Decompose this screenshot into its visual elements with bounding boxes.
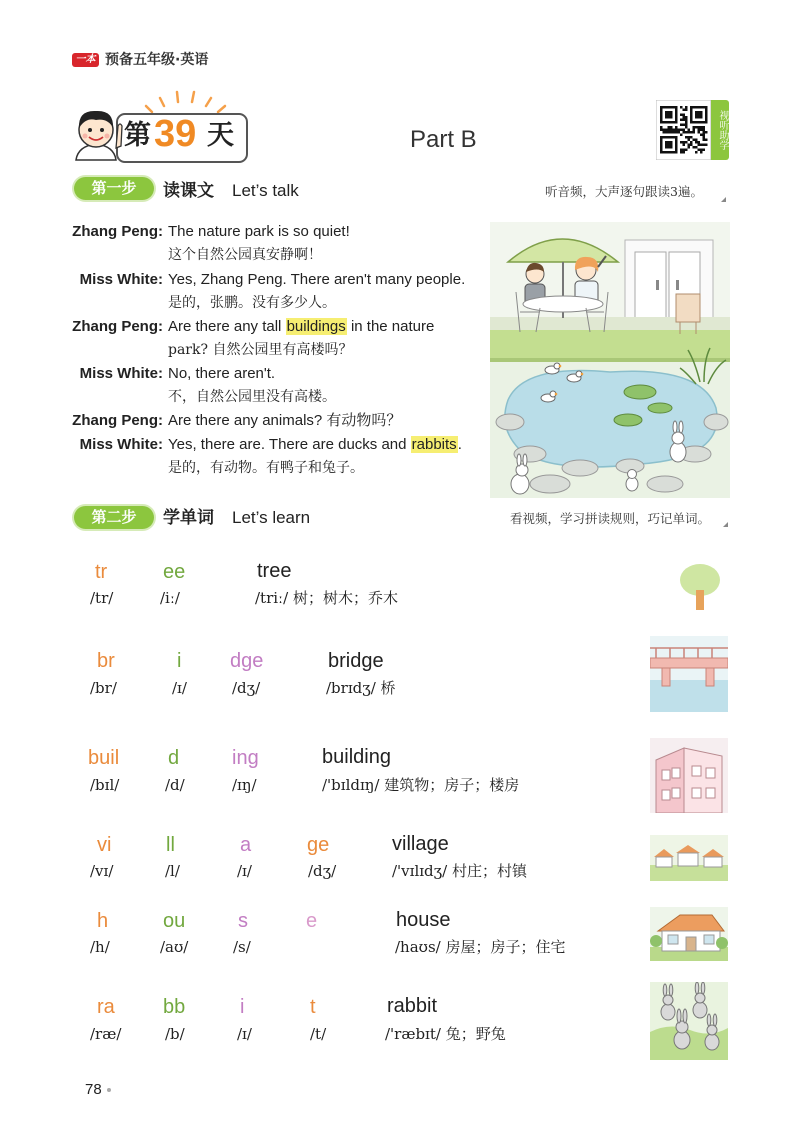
qr-module bbox=[670, 126, 673, 129]
word-phonetic-meaning bbox=[395, 937, 566, 957]
qr-module bbox=[703, 136, 706, 139]
qr-module bbox=[705, 131, 708, 134]
chunk-sound: /ɪ/ bbox=[172, 679, 187, 697]
chunk-sound: /ɪ/ bbox=[237, 862, 252, 880]
qr-module bbox=[683, 149, 686, 152]
qr-module bbox=[683, 129, 686, 132]
qr-module bbox=[703, 126, 706, 129]
qr-module bbox=[693, 126, 696, 129]
word-phonetic-meaning bbox=[385, 1024, 506, 1044]
qr-module bbox=[680, 114, 683, 117]
speaker-label: Miss White: bbox=[79, 436, 163, 453]
qr-finder bbox=[695, 111, 703, 119]
qr-module bbox=[668, 129, 671, 132]
word-phonetic-meaning bbox=[326, 678, 396, 698]
chunk-sound: /ɪ/ bbox=[237, 1025, 252, 1043]
qr-module bbox=[660, 129, 663, 132]
word-meaning: 建筑物；房子；楼房 bbox=[384, 776, 520, 794]
qr-module bbox=[663, 129, 666, 132]
word-meaning: 兔；野兔 bbox=[445, 1025, 506, 1043]
qr-module bbox=[703, 129, 706, 132]
speaker-label: Miss White: bbox=[79, 365, 163, 382]
qr-code-icon[interactable] bbox=[656, 100, 711, 160]
phonics-chunk: i bbox=[177, 650, 182, 672]
qr-module bbox=[683, 151, 686, 154]
qr-module bbox=[698, 129, 701, 132]
qr-module bbox=[685, 121, 688, 124]
phonics-chunk: ou bbox=[163, 910, 186, 932]
phonics-chunk: br bbox=[97, 650, 115, 672]
step2-badge: 第二步 bbox=[74, 506, 154, 529]
chunk-sound: /vɪ/ bbox=[90, 862, 114, 880]
qr-module bbox=[680, 106, 683, 109]
qr-module bbox=[680, 119, 683, 122]
qr-module bbox=[678, 131, 681, 134]
chunk-sound: /tr/ bbox=[90, 589, 114, 607]
chunk-sound: /iː/ bbox=[160, 589, 180, 607]
word-meaning: 桥 bbox=[380, 679, 396, 697]
qr-module bbox=[688, 136, 691, 139]
step1-instruction: 听音频，大声逐句跟读3遍。 bbox=[545, 184, 703, 199]
step1-badge: 第一步 bbox=[74, 177, 154, 200]
book-title: 预备五年级·英语 bbox=[105, 52, 209, 68]
dialogue-translation: 不，自然公园里没有高楼。 bbox=[168, 389, 336, 405]
qr-module bbox=[683, 119, 686, 122]
phonics-chunk: t bbox=[310, 996, 316, 1018]
word-phonetic-meaning bbox=[255, 588, 398, 608]
chunk-sound: /ɪŋ/ bbox=[232, 776, 257, 794]
qr-module bbox=[683, 124, 686, 127]
dialogue-translation: 是的，张鹏。没有多少人。 bbox=[168, 295, 336, 311]
qr-module bbox=[673, 131, 676, 134]
step2-instruction: 看视频，学习拼读规则，巧记单词。 bbox=[510, 511, 711, 526]
day-number: 39 bbox=[154, 113, 197, 155]
qr-module bbox=[698, 141, 701, 144]
word-phonetic: /brɪdʒ/ bbox=[326, 679, 376, 697]
rabbit-picture bbox=[650, 982, 728, 1060]
qr-module bbox=[703, 134, 706, 137]
qr-module bbox=[675, 131, 678, 134]
chunk-sound: /b/ bbox=[165, 1025, 185, 1043]
qr-module bbox=[705, 139, 708, 142]
tree-picture bbox=[674, 562, 726, 612]
nature-park-illustration bbox=[490, 222, 730, 498]
word-phonetic-meaning bbox=[322, 775, 519, 795]
qr-module bbox=[690, 131, 693, 134]
qr-module bbox=[698, 149, 701, 152]
qr-module bbox=[695, 141, 698, 144]
qr-module bbox=[685, 119, 688, 122]
qr-module bbox=[685, 136, 688, 139]
qr-module bbox=[673, 129, 676, 132]
step2-title-cn: 学单词 bbox=[163, 508, 214, 528]
speaker-label: Zhang Peng: bbox=[72, 318, 163, 335]
qr-module bbox=[693, 146, 696, 149]
dialogue-line: Yes, Zhang Peng. There aren't many people. bbox=[168, 271, 466, 288]
dialogue-line: No, there aren't. bbox=[168, 365, 276, 382]
qr-module bbox=[665, 131, 668, 134]
chunk-sound: /s/ bbox=[233, 938, 251, 956]
qr-module bbox=[680, 151, 683, 154]
word-phonetic: /'vɪlɪdʒ/ bbox=[392, 862, 448, 880]
line-text: in the nature bbox=[346, 318, 435, 335]
qr-module bbox=[663, 131, 666, 134]
qr-module bbox=[685, 131, 688, 134]
phonics-chunk: ge bbox=[307, 834, 330, 856]
qr-module bbox=[685, 106, 688, 109]
qr-module bbox=[688, 131, 691, 134]
dialogue-line bbox=[168, 317, 434, 337]
dialogue-line: Are there any animals? 有动物吗？ bbox=[168, 412, 402, 429]
qr-module bbox=[700, 134, 703, 137]
qr-module bbox=[683, 116, 686, 119]
qr-module bbox=[698, 131, 701, 134]
bridge-picture bbox=[650, 636, 728, 712]
vocab-word: rabbit bbox=[387, 995, 438, 1017]
qr-module bbox=[690, 141, 693, 144]
vocab-word: house bbox=[396, 909, 451, 931]
qr-module bbox=[703, 149, 706, 152]
qr-module bbox=[700, 129, 703, 132]
speaker-label: Miss White: bbox=[79, 271, 163, 288]
vocab-word: building bbox=[322, 746, 391, 768]
qr-module bbox=[680, 134, 683, 137]
chunk-sound: /dʒ/ bbox=[232, 679, 261, 697]
word-phonetic: /haʊs/ bbox=[395, 938, 441, 956]
qr-module bbox=[680, 141, 683, 144]
qr-module bbox=[680, 129, 683, 132]
step1-title-cn: 读课文 bbox=[163, 181, 214, 201]
brand-logo: 一本 bbox=[72, 53, 99, 67]
house-picture bbox=[650, 907, 728, 961]
phonics-chunk: e bbox=[306, 910, 318, 932]
phonics-chunk: a bbox=[240, 834, 252, 856]
qr-module bbox=[688, 146, 691, 149]
phonics-chunk: ee bbox=[163, 561, 186, 583]
word-phonetic: /'ræbɪt/ bbox=[385, 1025, 441, 1043]
highlighted-word: buildings bbox=[286, 318, 346, 335]
line-text: Yes, there are. There are ducks and bbox=[168, 436, 411, 453]
chunk-sound: /bɪl/ bbox=[90, 776, 120, 794]
qr-module bbox=[688, 139, 691, 142]
qr-module bbox=[695, 151, 698, 154]
qr-module bbox=[680, 124, 683, 127]
qr-module bbox=[665, 129, 668, 132]
qr-module bbox=[668, 126, 671, 129]
chunk-sound: /h/ bbox=[90, 938, 110, 956]
word-phonetic: /'bɪldɪŋ/ bbox=[322, 776, 380, 794]
corner-mark-icon bbox=[723, 522, 728, 527]
qr-module bbox=[685, 149, 688, 152]
word-meaning: 房屋；房子；住宅 bbox=[445, 938, 566, 956]
chunk-sound: /br/ bbox=[90, 679, 117, 697]
boy-mascot-icon bbox=[66, 100, 126, 164]
qr-module bbox=[670, 129, 673, 132]
qr-module bbox=[668, 131, 671, 134]
speaker-label: Zhang Peng: bbox=[72, 223, 163, 240]
qr-finder bbox=[665, 111, 673, 119]
qr-module bbox=[693, 139, 696, 142]
phonics-chunk: h bbox=[97, 910, 109, 932]
dialogue-translation: park? 自然公园里有高楼吗？ bbox=[168, 342, 353, 358]
chunk-sound: /dʒ/ bbox=[308, 862, 337, 880]
qr-module bbox=[660, 126, 663, 129]
part-title: Part B bbox=[410, 126, 477, 153]
village-picture bbox=[650, 835, 728, 881]
phonics-chunk: i bbox=[240, 996, 245, 1018]
qr-module bbox=[675, 129, 678, 132]
phonics-chunk: d bbox=[168, 747, 180, 769]
chunk-sound: /d/ bbox=[165, 776, 185, 794]
qr-module bbox=[683, 131, 686, 134]
qr-module bbox=[695, 139, 698, 142]
qr-module bbox=[690, 144, 693, 147]
speaker-label: Zhang Peng: bbox=[72, 412, 163, 429]
chunk-sound: /t/ bbox=[310, 1025, 327, 1043]
qr-module bbox=[700, 151, 703, 154]
step2-title-en: Let’s learn bbox=[232, 508, 311, 527]
qr-module bbox=[703, 139, 706, 142]
qr-module bbox=[685, 126, 688, 129]
phonics-chunk: ll bbox=[166, 834, 175, 856]
corner-mark-icon bbox=[721, 197, 726, 202]
qr-module bbox=[670, 131, 673, 134]
phonics-chunk: ing bbox=[232, 747, 259, 769]
qr-module bbox=[683, 114, 686, 117]
qr-module bbox=[680, 149, 683, 152]
phonics-chunk: buil bbox=[88, 747, 120, 769]
vocab-word: bridge bbox=[328, 650, 384, 672]
qr-module bbox=[688, 144, 691, 147]
phonics-chunk: tr bbox=[95, 561, 108, 583]
qr-module bbox=[683, 144, 686, 147]
day-prefix: 第 bbox=[124, 120, 151, 151]
qr-label: 视听助学 bbox=[711, 100, 729, 160]
highlighted-word: rabbits bbox=[411, 436, 457, 453]
line-text: . bbox=[457, 436, 462, 453]
qr-module bbox=[703, 131, 706, 134]
qr-module bbox=[698, 144, 701, 147]
word-phonetic-meaning bbox=[392, 861, 527, 881]
page-dot bbox=[107, 1088, 111, 1092]
phonics-chunk: s bbox=[238, 910, 248, 932]
qr-module bbox=[693, 131, 696, 134]
qr-module bbox=[705, 144, 708, 147]
dialogue-translation: 是的，有动物。有鸭子和兔子。 bbox=[168, 460, 364, 476]
dialogue-line bbox=[168, 435, 462, 455]
step1-title-en: Let’s talk bbox=[232, 181, 299, 200]
word-meaning: 村庄；村镇 bbox=[451, 862, 527, 880]
phonics-chunk: bb bbox=[163, 996, 186, 1018]
qr-module bbox=[695, 126, 698, 129]
day-suffix: 天 bbox=[207, 120, 234, 151]
qr-module bbox=[685, 141, 688, 144]
qr-module bbox=[688, 129, 691, 132]
chunk-sound: /aʊ/ bbox=[160, 938, 189, 956]
vocab-word: village bbox=[392, 833, 449, 855]
qr-module bbox=[678, 129, 681, 132]
qr-module bbox=[683, 141, 686, 144]
qr-module bbox=[693, 129, 696, 132]
chunk-sound: /l/ bbox=[165, 862, 180, 880]
qr-module bbox=[675, 126, 678, 129]
chunk-sound: /ræ/ bbox=[90, 1025, 122, 1043]
qr-module bbox=[690, 136, 693, 139]
qr-module bbox=[683, 109, 686, 112]
phonics-chunk: vi bbox=[97, 834, 112, 856]
qr-module bbox=[700, 126, 703, 129]
qr-module bbox=[700, 144, 703, 147]
dialogue-translation: 这个自然公园真安静啊！ bbox=[168, 247, 322, 263]
qr-module bbox=[685, 109, 688, 112]
dialogue-line: The nature park is so quiet! bbox=[168, 223, 350, 240]
qr-module bbox=[700, 149, 703, 152]
vocab-word: tree bbox=[257, 560, 292, 582]
phonics-chunk: ra bbox=[97, 996, 115, 1018]
qr-module bbox=[695, 146, 698, 149]
line-text: Are there any tall bbox=[168, 318, 286, 335]
qr-module bbox=[698, 126, 701, 129]
qr-module bbox=[685, 124, 688, 127]
phonics-chunk: dge bbox=[230, 650, 264, 672]
page-number: 78 bbox=[85, 1081, 102, 1098]
qr-module bbox=[703, 144, 706, 147]
word-meaning: 树；树木；乔木 bbox=[292, 589, 398, 607]
building-picture bbox=[650, 738, 728, 813]
qr-module bbox=[685, 116, 688, 119]
qr-finder bbox=[665, 141, 673, 149]
word-phonetic: /triː/ bbox=[255, 589, 289, 607]
